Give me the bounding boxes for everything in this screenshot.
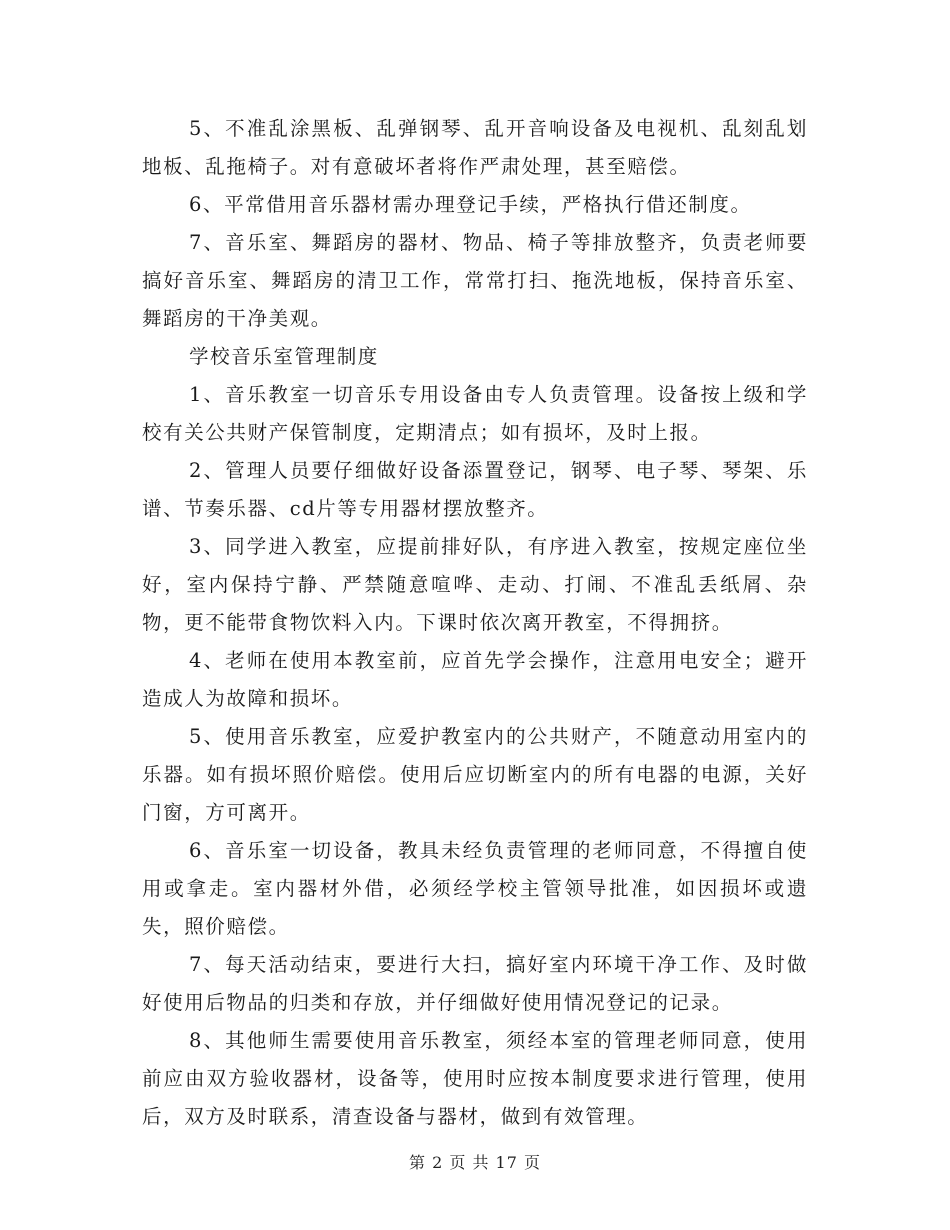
paragraph-rule-3-student-conduct: 3、同学进入教室，应提前排好队，有序进入教室，按规定座位坐好，室内保持宁静、严禁随意喧哗、走动、打闹、不准乱丢纸屑、杂物，更不能带食物饮料入内。下课时依次离开教室，不得拥挤。 bbox=[142, 535, 808, 634]
paragraph-rule-6-equipment-lending: 6、音乐室一切设备，教具未经负责管理的老师同意，不得擅自使用或拿走。室内器材外借，必须经学校主管领导批准，如因损坏或遗失，照价赔偿。 bbox=[142, 839, 808, 938]
section-heading: 学校音乐室管理制度 bbox=[189, 345, 379, 368]
document-body bbox=[142, 110, 808, 1136]
paragraph-rule-7-cleaning: 7、音乐室、舞蹈房的器材、物品、椅子等排放整齐，负责老师要搞好音乐室、舞蹈房的清卫工作，常常打扫、拖洗地板，保持音乐室、舞蹈房的干净美观。 bbox=[142, 231, 808, 330]
page-number: 第 2 页 共 17 页 bbox=[409, 1153, 541, 1172]
page-footer bbox=[0, 1150, 950, 1173]
paragraph-rule-8-shared-use: 8、其他师生需要使用音乐教室，须经本室的管理老师同意，使用前应由双方验收器材，设备等，使用时应按本制度要求进行管理，使用后，双方及时联系，清查设备与器材，做到有效管理。 bbox=[142, 1029, 808, 1128]
paragraph-rule-7-daily-cleanup: 7、每天活动结束，要进行大扫，搞好室内环境干净工作、及时做好使用后物品的归类和存放，并仔细做好使用情况登记的记录。 bbox=[142, 953, 808, 1014]
paragraph-rule-6-borrowing: 6、平常借用音乐器材需办理登记手续，严格执行借还制度。 bbox=[189, 193, 752, 216]
paragraph-rule-2-registration: 2、管理人员要仔细做好设备添置登记，钢琴、电子琴、琴架、乐谱、节奏乐器、cd片等专用器材摆放整齐。 bbox=[142, 459, 808, 520]
paragraph-rule-1-equipment: 1、音乐教室一切音乐专用设备由专人负责管理。设备按上级和学校有关公共财产保管制度，定期清点；如有损坏，及时上报。 bbox=[142, 383, 808, 444]
paragraph-rule-5-no-damage: 5、不准乱涂黑板、乱弹钢琴、乱开音响设备及电视机、乱刻乱划地板、乱拖椅子。对有意破坏者将作严肃处理，甚至赔偿。 bbox=[142, 117, 808, 178]
paragraph-rule-4-teacher-operation: 4、老师在使用本教室前，应首先学会操作，注意用电安全；避开造成人为故障和损坏。 bbox=[142, 649, 808, 710]
paragraph-rule-5-property-care: 5、使用音乐教室，应爱护教室内的公共财产，不随意动用室内的乐器。如有损坏照价赔偿。使用后应切断室内的所有电器的电源，关好门窗，方可离开。 bbox=[142, 725, 808, 824]
